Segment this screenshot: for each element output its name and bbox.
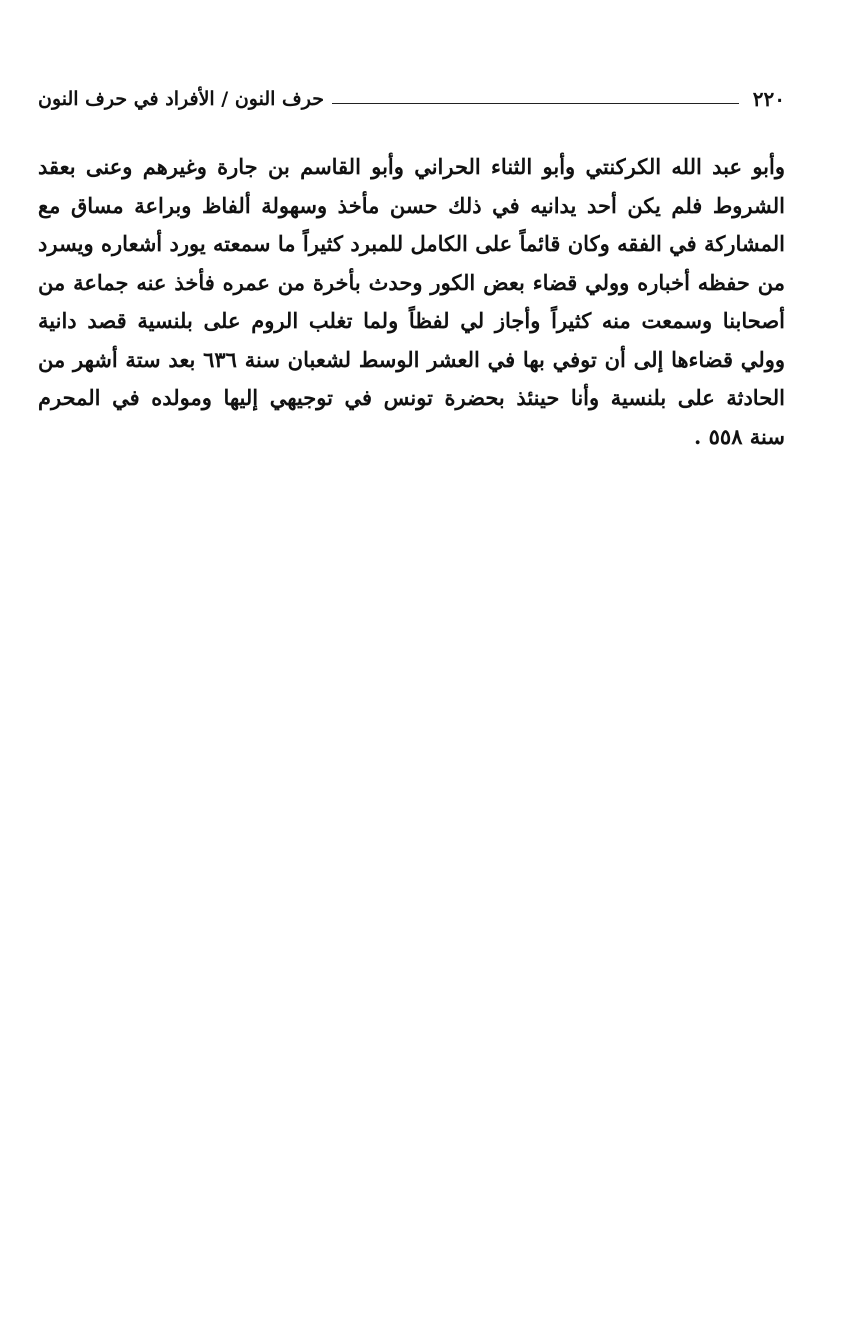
text-line: الشروط فلم يكن أحد يدانيه في ذلك حسن مأخذ وسهولة ألفاظ وبراعة مساق مع bbox=[38, 192, 785, 218]
text-line: سنة ٥٥٨ . bbox=[694, 423, 785, 449]
text-line: أصحابنا وسمعت منه كثيراً وأجاز لي لفظاً ولما تغلب الروم على بلنسية قصد دانية bbox=[38, 308, 785, 333]
page-number: ٢٢٠ bbox=[752, 87, 785, 111]
text-line: وولي قضاءها إلى أن توفي بها في العشر الوسط لشعبان سنة ٦٣٦ بعد ستة أشهر من bbox=[38, 346, 785, 372]
text-line: الحادثة على بلنسية وأنا حينئذ بحضرة تونس في توجيهي إليها ومولده في المحرم bbox=[38, 385, 785, 410]
body-text bbox=[38, 148, 785, 456]
running-head bbox=[38, 84, 785, 114]
text-line: من حفظه أخباره وولي قضاء بعض الكور وحدث بأخرة من عمره فأخذ عنه جماعة من bbox=[38, 269, 785, 295]
running-title: حرف النون / الأفراد في حرف النون bbox=[38, 88, 324, 110]
header-rule bbox=[332, 103, 739, 104]
text-line: وأبو عبد الله الكركنتي وأبو الثناء الحراني وأبو القاسم بن جارة وغيرهم وعنى بعقد bbox=[38, 154, 785, 179]
text-line: المشاركة في الفقه وكان قائماً على الكامل للمبرد كثيراً ما سمعته يورد أشعاره ويسرد bbox=[38, 231, 785, 256]
